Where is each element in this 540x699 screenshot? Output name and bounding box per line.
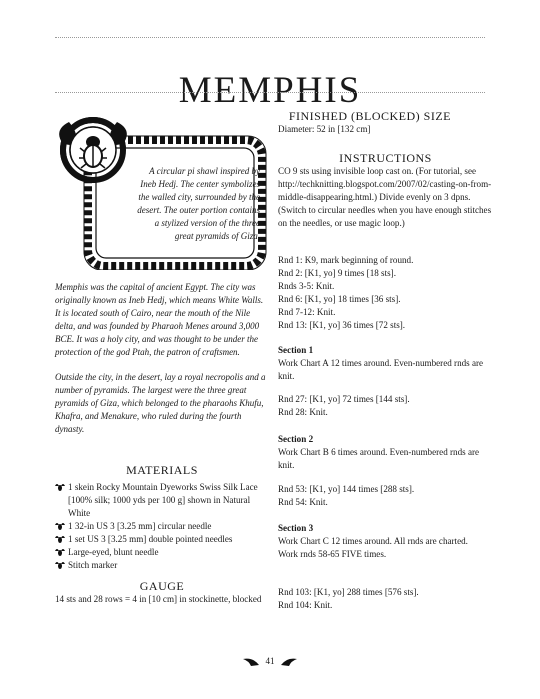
section-text-2: Work rnds 58-65 FIVE times. <box>278 549 387 559</box>
rounds-block-3 <box>278 483 493 509</box>
round-line: Rnd 1: K9, mark beginning of round. <box>278 255 414 265</box>
round-line: Rnds 3-5: Knit. <box>278 281 335 291</box>
round-line: Rnd 103: [K1, yo] 288 times [576 sts]. <box>278 587 419 597</box>
list-item <box>55 520 269 533</box>
list-item <box>55 559 269 572</box>
material-text: 1 set US 3 [3.25 mm] double pointed needles <box>68 534 233 544</box>
section-heading: Section 2 <box>278 434 314 444</box>
page-title: MEMPHIS <box>178 69 362 111</box>
round-line: Rnd 13: [K1, yo] 36 times [72 sts]. <box>278 320 406 330</box>
list-item <box>55 546 269 559</box>
rounds-block-1 <box>278 254 493 332</box>
gauge-section <box>55 580 269 606</box>
material-text: 1 skein Rocky Mountain Dyeworks Swiss Silk Lace [100% silk; 1000 yds per 100 g] shown in Natural White <box>68 482 258 518</box>
scarab-bullet-icon <box>55 534 65 544</box>
finished-size-section <box>278 110 493 136</box>
left-wing-icon <box>243 657 259 667</box>
section-text: Work Chart A 12 times around. Even-numbered rnds are knit. <box>278 358 484 381</box>
round-line: Rnd 104: Knit. <box>278 600 333 610</box>
round-line: Rnd 54: Knit. <box>278 497 328 507</box>
round-line: Rnd 7-12: Knit. <box>278 307 336 317</box>
instructions-heading: INSTRUCTIONS <box>339 151 432 165</box>
instructions-section <box>278 152 493 230</box>
rounds-block-4 <box>278 586 493 612</box>
round-line: Rnd 6: [K1, yo] 18 times [36 sts]. <box>278 294 401 304</box>
finished-size-text: Diameter: 52 in [132 cm] <box>278 124 371 134</box>
top-rule <box>55 37 485 38</box>
section-heading: Section 3 <box>278 523 314 533</box>
page-number: 41 <box>265 656 275 666</box>
scarab-bullet-icon <box>55 547 65 557</box>
section-text: Work Chart B 6 times around. Even-numbered rnds are knit. <box>278 447 480 470</box>
section-1 <box>278 344 493 383</box>
scarab-bullet-icon <box>55 560 65 570</box>
list-item <box>55 533 269 546</box>
section-2 <box>278 433 493 472</box>
rounds-block-2 <box>278 393 493 419</box>
story-paragraph: Memphis was the capital of ancient Egypt. The city was originally known as Ineb Hedj, which means White Walls. It is located south of Cairo, near the mouth of the Nile delta, and was founded by Pharaoh Menes around 3,000 BCE. It was a holy city, and was thought to be under the protection of the god Ptah, the patron of craftsmen. <box>55 282 264 357</box>
material-text: Large-eyed, blunt needle <box>68 547 159 557</box>
materials-list <box>55 481 269 572</box>
right-wing-icon <box>281 657 297 667</box>
finished-size-heading: FINISHED (BLOCKED) SIZE <box>288 109 451 123</box>
materials-section <box>55 464 269 572</box>
story-paragraph: Outside the city, in the desert, lay a royal necropolis and a number of pyramids. The largest were the three great pyramids of Giza, which belonged to the pharaohs Khufu, Khafra, and Menakure, who ruled during the fourth dynasty. <box>55 372 266 434</box>
round-line: Rnd 53: [K1, yo] 144 times [288 sts]. <box>278 484 415 494</box>
materials-heading: MATERIALS <box>126 463 198 477</box>
section-text: Work Chart C 12 times around. All rnds are charted. <box>278 536 468 546</box>
intro-text: A circular pi shawl inspired by Ineb Hedj. The center symbolizes the walled city, surrounded by the desert. The outer portion contains a stylized version of the three great pyramids of Giza. <box>137 166 260 241</box>
section-heading: Section 1 <box>278 345 314 355</box>
gauge-text: 14 sts and 28 rows = 4 in [10 cm] in stockinette, blocked <box>55 594 262 604</box>
title-rule <box>55 92 485 93</box>
material-text: 1 32-in US 3 [3.25 mm] circular needle <box>68 521 212 531</box>
section-3 <box>278 522 493 561</box>
page-footer <box>0 656 540 667</box>
round-line: Rnd 2: [K1, yo] 9 times [18 sts]. <box>278 268 396 278</box>
list-item <box>55 481 269 520</box>
material-text: Stitch marker <box>68 560 118 570</box>
gauge-heading: GAUGE <box>139 579 185 593</box>
scarab-bullet-icon <box>55 521 65 531</box>
round-line: Rnd 28: Knit. <box>278 407 328 417</box>
story-text <box>55 281 269 448</box>
instructions-intro: CO 9 sts using invisible loop cast on. (For tutorial, see http://techknitting.blogspot.com/2007/02/casting-on-from-middle-disappearing.html.) Divide evenly on 3 dpns. (Switch to circular needles when you have enough stitches on the needles, or use magic loop.) <box>278 166 492 228</box>
round-line: Rnd 27: [K1, yo] 72 times [144 sts]. <box>278 394 410 404</box>
scarab-bullet-icon <box>55 482 65 492</box>
